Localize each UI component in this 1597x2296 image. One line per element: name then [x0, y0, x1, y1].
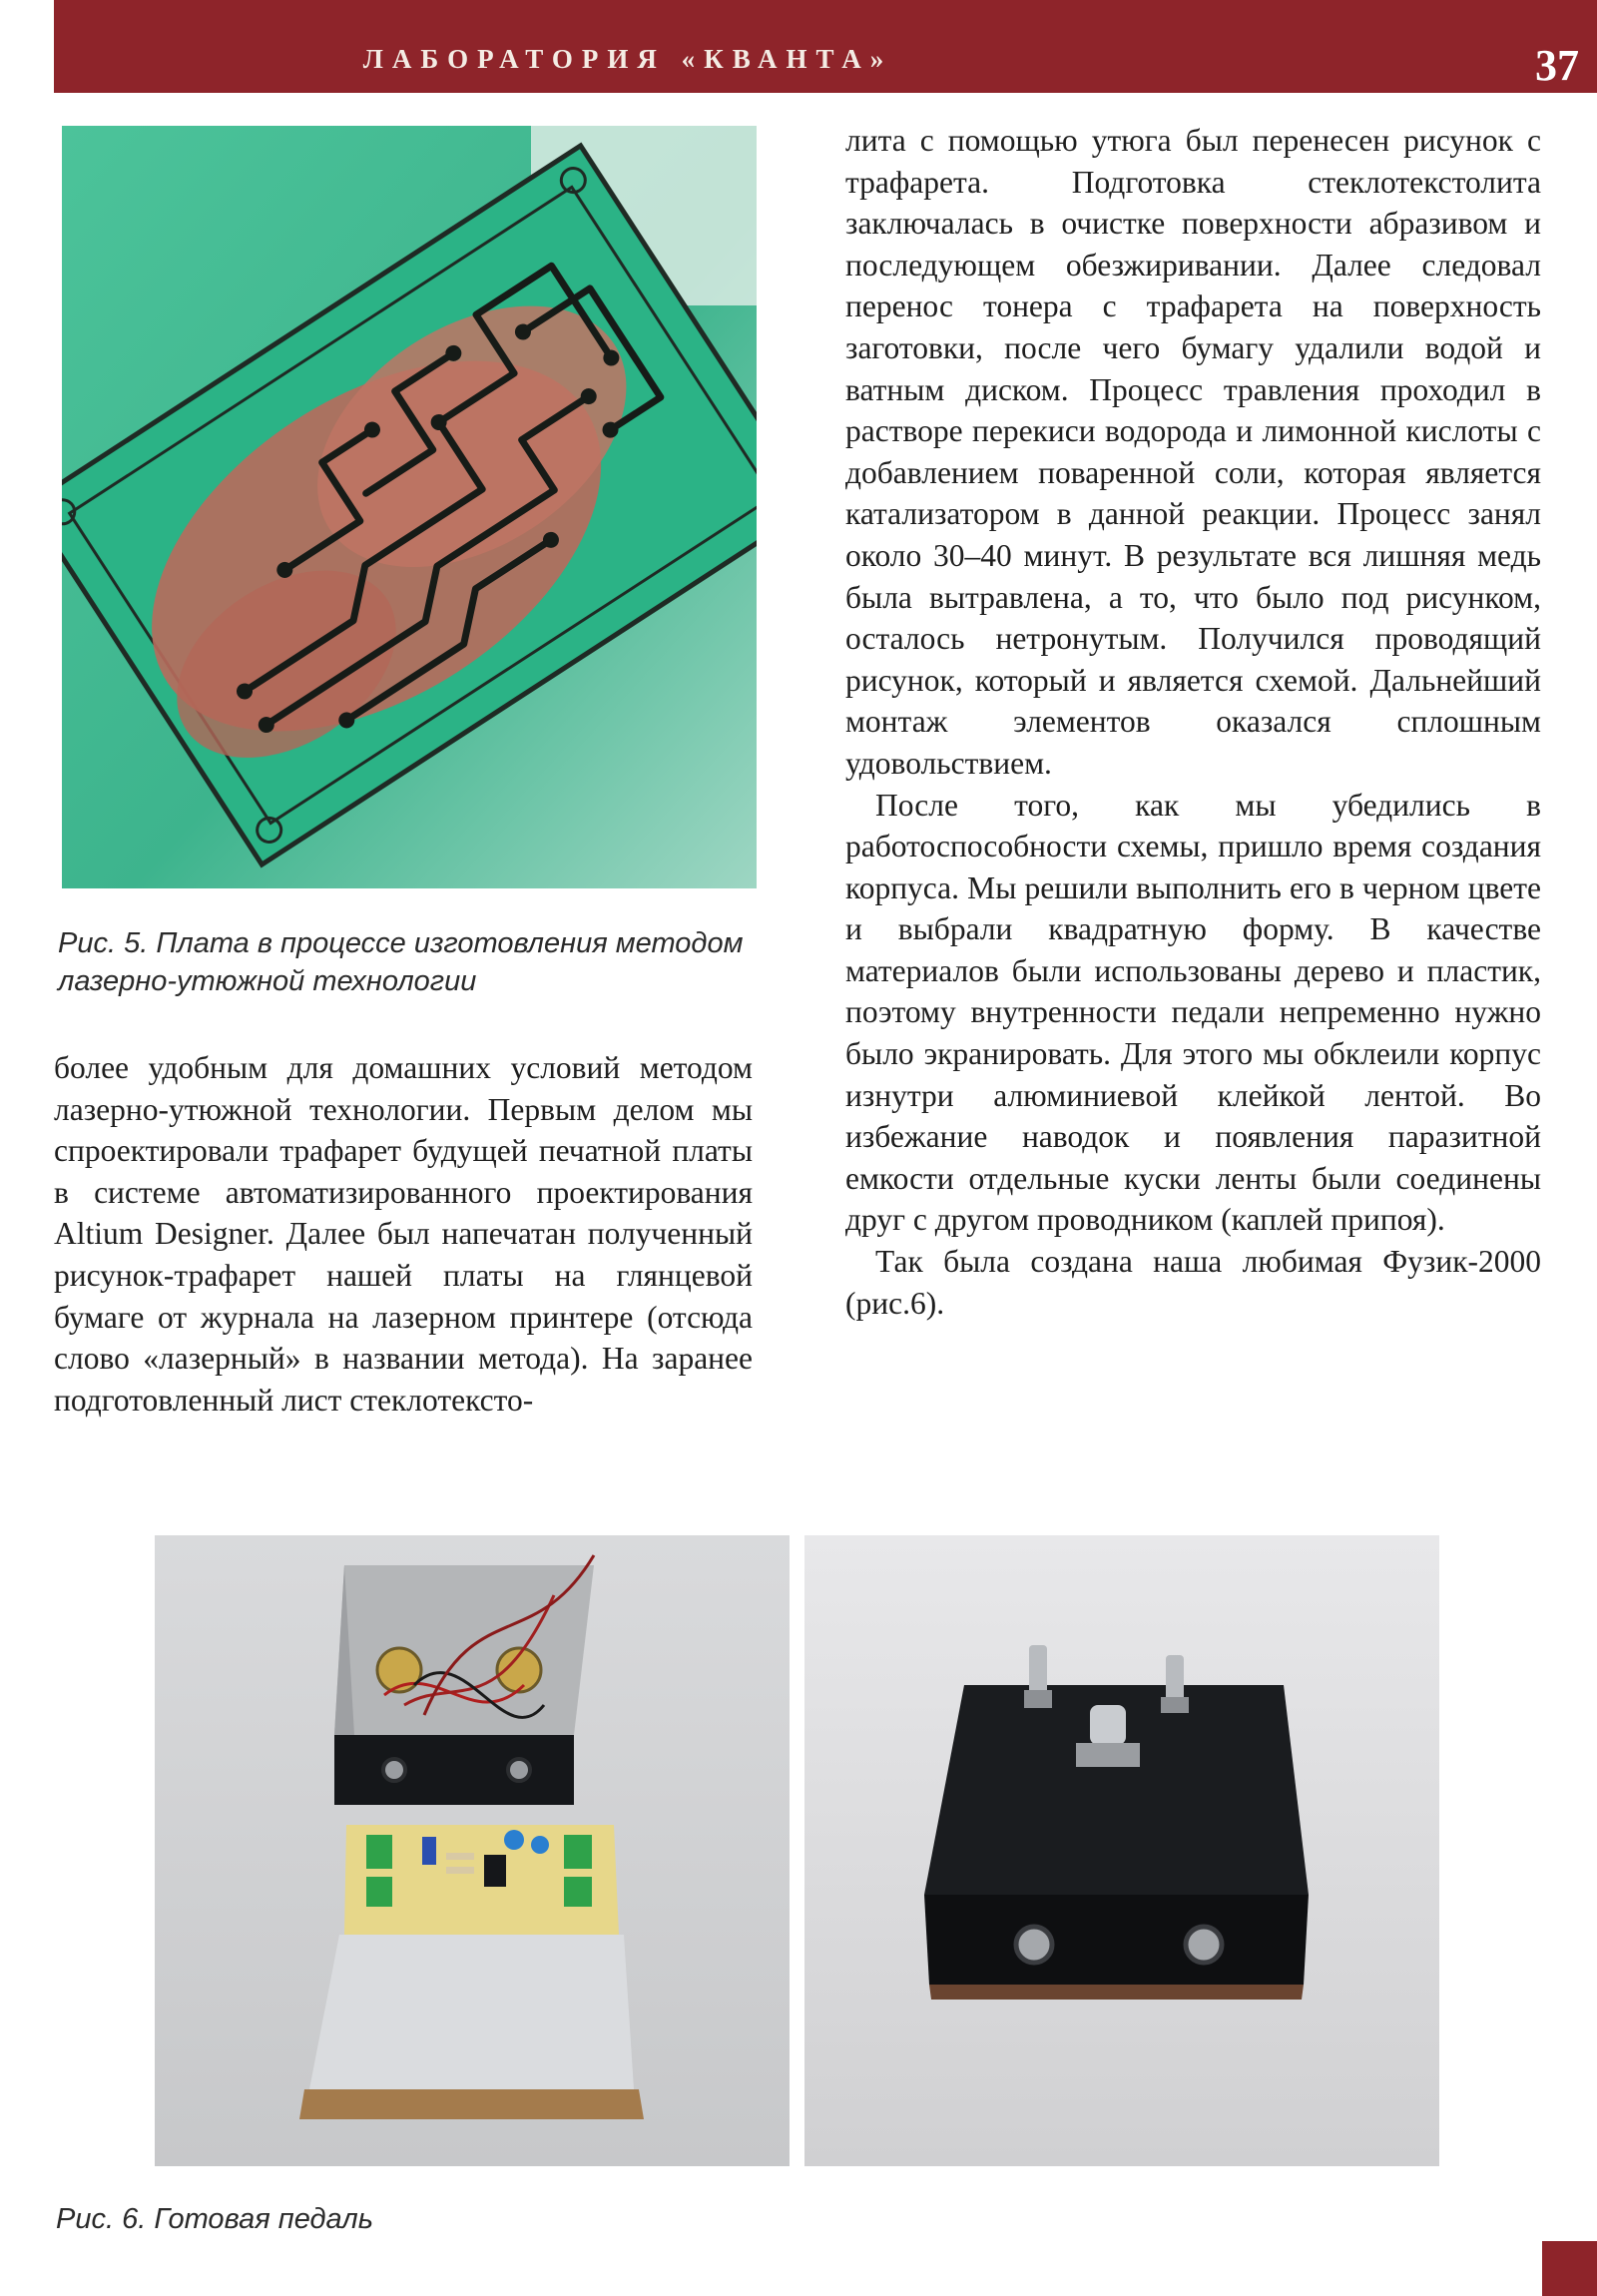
page-number: 37: [1535, 41, 1579, 90]
figure-5-caption: [58, 924, 777, 1000]
figure-6-caption: Рис. 6. Готовая педаль: [56, 2203, 373, 2235]
figure-6-closed-pedal-photo: [804, 1535, 1439, 2166]
figure-5-caption-line-2: лазерно-утюжной технологии: [58, 965, 477, 997]
header-title: ЛАБОРАТОРИЯ «КВАНТА»: [362, 44, 893, 74]
figure-5-caption-line-1: Рис. 5. Плата в процессе изготовления методом: [58, 927, 744, 959]
paragraph-1: лита с помощью утюга был перенесен рисунок с трафарета. Подготовка стеклотекстолита заключалась в очистке поверхности абразивом и последующем обезжиривании. Далее следовал перенос тонера с трафарета на поверхность заготовки, после чего бумагу удалили водой и ватным диском. Процесс травления проходил в растворе перекиси водорода и лимонной кислоты с добавлением поваренной соли, которая является катализатором в данной реакции. Процесс занял около 30–40 минут. В результате вся лишняя медь была вытравлена, а то, что было под рисунком, осталось нетронутым. Получился проводящий рисунок, который и является схемой. Дальнейший монтаж элементов оказался сплошным удовольствием.: [845, 123, 1541, 781]
left-column-text: более удобным для домашних условий методом лазерно-утюжной технологии. Первым делом мы спроектировали трафарет будущей печатной платы в системе автоматизированного проектирования Altium Designer. Далее был напечатан полученный рисунок-трафарет нашей платы на глянцевой бумаге от журнала на лазерном принтере (отсюда слово «лазерный» в названии метода). На заранее подготовленный лист стеклотексто-: [54, 1050, 753, 1418]
paragraph-3: Так была создана наша любимая Фузик-2000 (рис.6).: [845, 1244, 1541, 1321]
figure-6-open-pedal-photo: [155, 1535, 790, 2166]
right-column: [845, 120, 1541, 1324]
header-bar: [54, 0, 1597, 93]
paragraph-2: После того, как мы убедились в работоспособности схемы, пришло время создания корпуса. Мы решили выполнить его в черном цвете и выбрали квадратную форму. В качестве материалов были использованы дерево и пластик, поэтому внутренности педали непременно нужно было экранировать. Для этого мы обклеили корпус изнутри алюминиевой клейкой лентой. Во избежание наводок и появления паразитной емкости отдельные куски ленты были соединены друг с другом проводником (каплей припоя).: [845, 787, 1541, 1238]
figure-5-pcb-photo: [62, 126, 757, 888]
page-corner-mark: [1542, 2241, 1597, 2296]
